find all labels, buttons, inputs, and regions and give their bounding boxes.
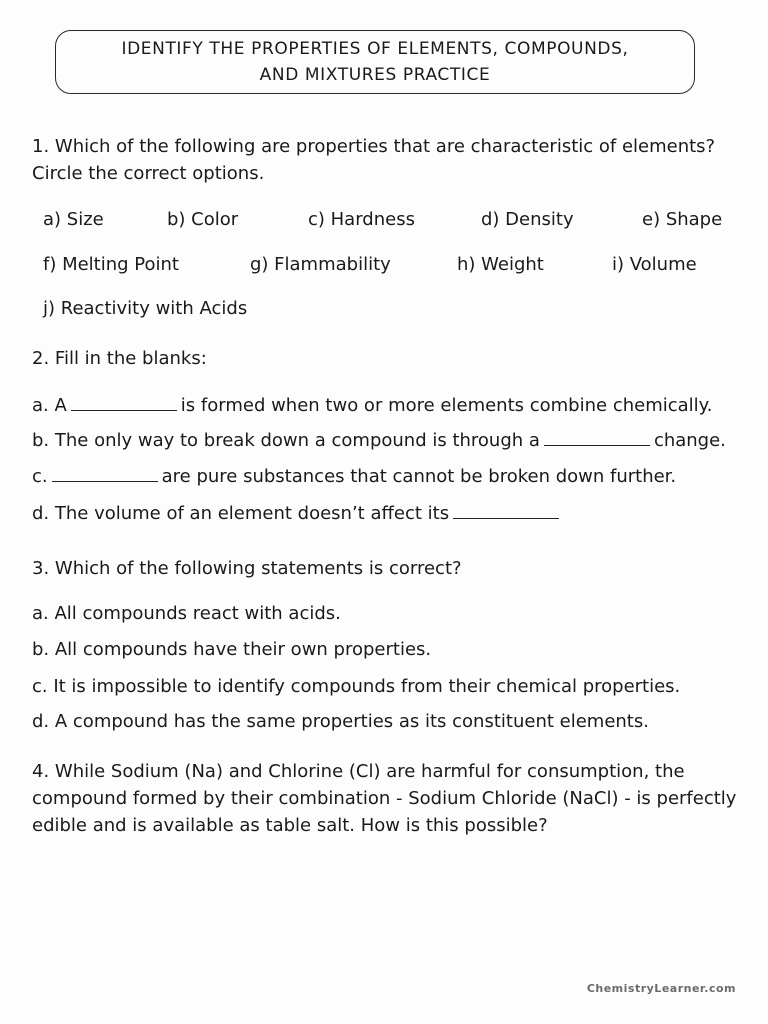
q2-item-b: b. The only way to break down a compound is through a change. [32,427,726,454]
blank-line[interactable] [453,500,559,519]
q1-option: i) Volume [612,254,697,275]
title-line-1: IDENTIFY THE PROPERTIES OF ELEMENTS, COMPOUNDS, [121,39,629,59]
q2-item-c: c. are pure substances that cannot be broken down further. [32,463,676,490]
q1-option: h) Weight [457,254,544,275]
q2-item-d: d. The volume of an element doesn’t affect its [32,500,563,527]
question-1-line-1: 1. Which of the following are properties that are characteristic of elements? [32,136,716,157]
q1-option: c) Hardness [308,209,415,230]
q1-option: g) Flammability [250,254,391,275]
q1-option: d) Density [481,209,574,230]
q3-option: a. All compounds react with acids. [32,603,341,624]
blank-line[interactable] [544,427,650,446]
brand-footer: ChemistryLearner.com [586,982,736,995]
q1-option: j) Reactivity with Acids [43,298,248,319]
question-4-line-3: edible and is available as table salt. How is this possible? [32,815,548,836]
q1-option: a) Size [43,209,104,230]
blank-line[interactable] [52,463,158,482]
question-3-heading: 3. Which of the following statements is correct? [32,558,462,579]
question-4-text [32,758,736,839]
q1-option: b) Color [167,209,239,230]
blank-line[interactable] [71,392,177,411]
q2-item-a: a. A is formed when two or more elements combine chemically. [32,392,712,419]
q1-option: e) Shape [642,209,723,230]
worksheet-title-box [55,30,695,94]
question-1-line-2: Circle the correct options. [32,163,265,184]
q3-option: b. All compounds have their own properties. [32,639,432,660]
worksheet-title [121,36,628,88]
question-2-heading: 2. Fill in the blanks: [32,348,207,369]
q1-option: f) Melting Point [43,254,179,275]
question-4-line-2: compound formed by their combination - Sodium Chloride (NaCl) - is perfectly [32,788,737,809]
q3-option: c. It is impossible to identify compounds from their chemical properties. [32,676,681,697]
q3-option: d. A compound has the same properties as its constituent elements. [32,711,649,732]
title-line-2: AND MIXTURES PRACTICE [259,65,491,85]
question-4-line-1: 4. While Sodium (Na) and Chlorine (Cl) are harmful for consumption, the [32,761,685,782]
question-1-text [32,133,715,187]
